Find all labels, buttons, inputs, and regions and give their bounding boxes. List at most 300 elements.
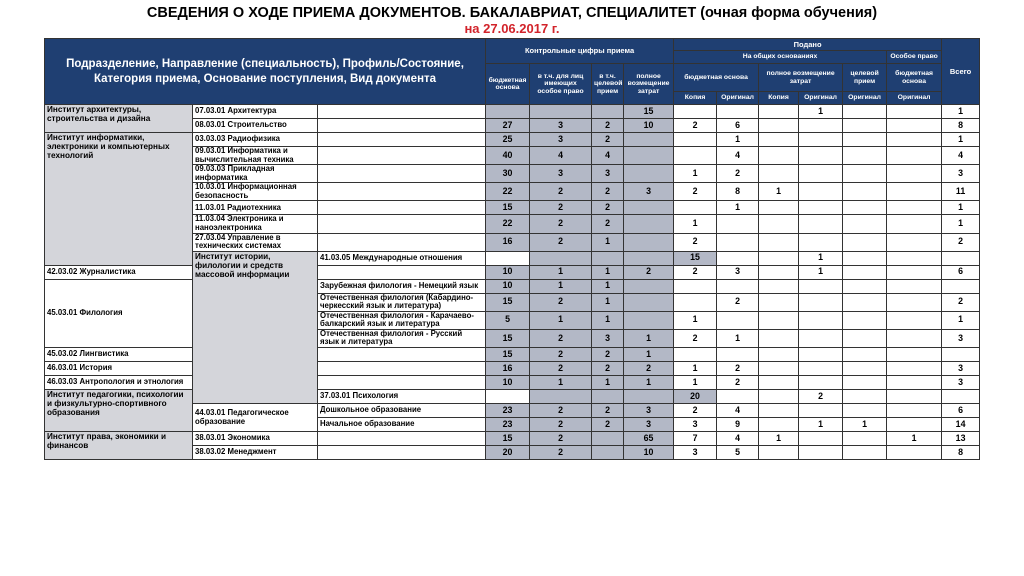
table-row [45, 348, 980, 362]
header-original: Оригинал [843, 92, 887, 105]
header-budget-base: бюджетная основа [674, 64, 759, 92]
value-cell: 10 [624, 119, 674, 133]
header-copy: Копия [674, 92, 717, 105]
value-cell: 1 [592, 233, 624, 251]
value-cell [843, 251, 887, 265]
direction-cell: 46.03.01 История [45, 362, 193, 376]
value-cell [843, 446, 887, 460]
direction-cell: 44.03.01 Педагогическое образование [193, 404, 318, 432]
value-cell: 1 [592, 311, 624, 329]
value-cell [887, 119, 942, 133]
value-cell [759, 390, 799, 404]
value-cell: 1 [674, 362, 717, 376]
profile-cell [318, 147, 486, 165]
value-cell: 2 [530, 329, 592, 347]
profile-cell [318, 133, 486, 147]
value-cell: 15 [486, 348, 530, 362]
value-cell: 3 [717, 265, 759, 279]
value-cell [799, 147, 843, 165]
value-cell [592, 390, 624, 404]
value-cell: 2 [592, 348, 624, 362]
total-cell: 1 [942, 311, 980, 329]
value-cell [887, 348, 942, 362]
value-cell [674, 348, 717, 362]
value-cell: 1 [530, 376, 592, 390]
value-cell: 20 [486, 446, 530, 460]
value-cell: 1 [717, 201, 759, 215]
direction-cell: 41.03.05 Международные отношения [318, 251, 486, 265]
value-cell [843, 201, 887, 215]
value-cell: 4 [717, 147, 759, 165]
value-cell: 2 [674, 183, 717, 201]
value-cell [843, 390, 887, 404]
value-cell [759, 329, 799, 347]
value-cell [717, 105, 759, 119]
direction-cell: 38.03.01 Экономика [193, 432, 318, 446]
value-cell: 1 [717, 133, 759, 147]
value-cell: 1 [592, 293, 624, 311]
header-original: Оригинал [887, 92, 942, 105]
profile-cell [318, 119, 486, 133]
profile-cell [318, 362, 486, 376]
value-cell [887, 446, 942, 460]
value-cell [799, 233, 843, 251]
value-cell: 1 [799, 265, 843, 279]
value-cell: 2 [674, 329, 717, 347]
value-cell [624, 311, 674, 329]
value-cell [887, 251, 942, 265]
value-cell: 5 [486, 311, 530, 329]
total-cell: 6 [942, 265, 980, 279]
value-cell: 3 [674, 446, 717, 460]
value-cell: 1 [799, 418, 843, 432]
value-cell: 2 [717, 362, 759, 376]
value-cell [799, 376, 843, 390]
value-cell [530, 390, 592, 404]
direction-cell: 42.03.02 Журналистика [45, 265, 193, 279]
value-cell [624, 215, 674, 233]
value-cell [799, 165, 843, 183]
value-cell: 3 [674, 418, 717, 432]
value-cell: 1 [674, 311, 717, 329]
value-cell: 2 [530, 201, 592, 215]
value-cell [843, 233, 887, 251]
header-full-cost: полное возмещение затрат [624, 64, 674, 105]
direction-cell: 45.03.01 Филология [45, 279, 193, 347]
profile-cell [318, 105, 486, 119]
profile-cell [318, 233, 486, 251]
total-cell: 1 [942, 133, 980, 147]
total-cell: 3 [942, 165, 980, 183]
table-row [45, 376, 980, 390]
value-cell [486, 105, 530, 119]
total-cell: 1 [942, 201, 980, 215]
value-cell [799, 348, 843, 362]
header-main: Подразделение, Направление (специальность), Профиль/Состояние, Категория приема, Основание поступления, Вид документа [45, 39, 486, 105]
value-cell: 2 [592, 201, 624, 215]
value-cell [843, 265, 887, 279]
value-cell [843, 432, 887, 446]
value-cell: 15 [486, 293, 530, 311]
total-cell: 3 [942, 362, 980, 376]
value-cell [887, 311, 942, 329]
value-cell: 4 [717, 404, 759, 418]
direction-cell: 45.03.02 Лингвистика [45, 348, 193, 362]
total-cell: 11 [942, 183, 980, 201]
value-cell: 2 [530, 432, 592, 446]
value-cell [624, 279, 674, 293]
value-cell: 3 [624, 404, 674, 418]
value-cell [887, 147, 942, 165]
value-cell [843, 183, 887, 201]
institute-cell: Институт истории, филологии и средств массовой информации [193, 251, 318, 403]
total-cell: 14 [942, 418, 980, 432]
value-cell [624, 165, 674, 183]
header-targeted: целевой прием [843, 64, 887, 92]
value-cell: 1 [530, 311, 592, 329]
value-cell: 2 [530, 362, 592, 376]
value-cell: 3 [530, 165, 592, 183]
direction-cell: 07.03.01 Архитектура [193, 105, 318, 119]
admissions-table [44, 38, 980, 460]
value-cell [624, 390, 674, 404]
value-cell [759, 404, 799, 418]
value-cell: 2 [624, 362, 674, 376]
direction-cell: 38.03.02 Менеджмент [193, 446, 318, 460]
value-cell [759, 348, 799, 362]
value-cell [887, 418, 942, 432]
value-cell: 1 [674, 215, 717, 233]
profile-cell [486, 251, 530, 265]
value-cell [799, 362, 843, 376]
value-cell: 1 [530, 265, 592, 279]
value-cell: 22 [486, 183, 530, 201]
profile-cell: Зарубежная филология - Немецкий язык [318, 279, 486, 293]
value-cell [759, 147, 799, 165]
value-cell [592, 105, 624, 119]
value-cell: 3 [592, 329, 624, 347]
table-row [45, 432, 980, 446]
table-row [45, 133, 980, 147]
value-cell [942, 251, 980, 265]
value-cell [759, 215, 799, 233]
value-cell: 2 [799, 390, 843, 404]
value-cell: 1 [624, 376, 674, 390]
value-cell: 1 [674, 376, 717, 390]
value-cell: 2 [530, 293, 592, 311]
header-total: Всего [942, 39, 980, 105]
value-cell [843, 165, 887, 183]
total-cell [942, 279, 980, 293]
value-cell [624, 233, 674, 251]
value-cell [624, 133, 674, 147]
value-cell [843, 362, 887, 376]
value-cell [799, 329, 843, 347]
total-cell: 13 [942, 432, 980, 446]
value-cell: 22 [486, 215, 530, 233]
value-cell [717, 251, 759, 265]
value-cell: 2 [717, 165, 759, 183]
value-cell: 1 [592, 376, 624, 390]
header-special: Особое право [887, 51, 942, 64]
value-cell [674, 133, 717, 147]
table-header [45, 39, 980, 105]
value-cell [799, 183, 843, 201]
value-cell [843, 348, 887, 362]
value-cell: 27 [486, 119, 530, 133]
value-cell: 2 [530, 183, 592, 201]
value-cell [942, 390, 980, 404]
value-cell: 1 [799, 105, 843, 119]
value-cell: 23 [486, 418, 530, 432]
table-row [45, 390, 980, 404]
value-cell: 25 [486, 133, 530, 147]
profile-cell: Начальное образование [318, 418, 486, 432]
value-cell: 10 [486, 279, 530, 293]
value-cell: 4 [592, 147, 624, 165]
value-cell: 16 [486, 233, 530, 251]
value-cell: 40 [486, 147, 530, 165]
value-cell [759, 376, 799, 390]
profile-cell [318, 165, 486, 183]
total-cell: 2 [942, 293, 980, 311]
value-cell [887, 233, 942, 251]
direction-cell: 09.03.01 Информатика и вычислительная техника [193, 147, 318, 165]
total-cell: 3 [942, 329, 980, 347]
value-cell [759, 105, 799, 119]
value-cell [799, 293, 843, 311]
value-cell [759, 233, 799, 251]
value-cell: 23 [486, 404, 530, 418]
profile-cell [318, 201, 486, 215]
value-cell [843, 404, 887, 418]
header-original: Оригинал [799, 92, 843, 105]
header-general: На общих основаниях [674, 51, 887, 64]
institute-cell: Институт права, экономики и финансов [45, 432, 193, 460]
value-cell [759, 446, 799, 460]
value-cell: 4 [717, 432, 759, 446]
direction-cell: 11.03.01 Радиотехника [193, 201, 318, 215]
value-cell: 10 [486, 265, 530, 279]
value-cell: 3 [624, 183, 674, 201]
value-cell [674, 147, 717, 165]
profile-cell [318, 446, 486, 460]
profile-cell [318, 348, 486, 362]
value-cell: 5 [717, 446, 759, 460]
value-cell: 15 [486, 201, 530, 215]
header-control: Контрольные цифры приема [486, 39, 674, 64]
value-cell: 1 [759, 183, 799, 201]
value-cell: 1 [843, 418, 887, 432]
value-cell: 2 [592, 215, 624, 233]
profile-cell: Отечественная филология (Кабардино-черкесский язык и литература) [318, 293, 486, 311]
table-row [45, 265, 980, 279]
value-cell: 2 [717, 293, 759, 311]
direction-cell: 46.03.03 Антропология и этнология [45, 376, 193, 390]
value-cell [624, 251, 674, 265]
value-cell [799, 279, 843, 293]
value-cell [887, 201, 942, 215]
table-row [45, 105, 980, 119]
value-cell [887, 183, 942, 201]
total-cell: 1 [942, 105, 980, 119]
header-special-right: в т.ч. для лиц имеющих особое право [530, 64, 592, 105]
value-cell [887, 376, 942, 390]
value-cell [887, 390, 942, 404]
direction-cell: 37.03.01 Психология [318, 390, 486, 404]
value-cell: 15 [624, 105, 674, 119]
value-cell: 1 [887, 432, 942, 446]
table-row [45, 362, 980, 376]
value-cell: 2 [530, 404, 592, 418]
value-cell [799, 432, 843, 446]
value-cell: 2 [674, 119, 717, 133]
value-cell [674, 293, 717, 311]
value-cell [887, 105, 942, 119]
value-cell [759, 362, 799, 376]
value-cell [759, 119, 799, 133]
value-cell [759, 201, 799, 215]
value-cell: 3 [592, 165, 624, 183]
value-cell [759, 251, 799, 265]
value-cell: 7 [674, 432, 717, 446]
profile-cell: Отечественная филология - Карачаево-балкарский язык и литература [318, 311, 486, 329]
total-cell [942, 348, 980, 362]
direction-cell: 11.03.04 Электроника и наноэлектроника [193, 215, 318, 233]
value-cell [799, 201, 843, 215]
value-cell [624, 293, 674, 311]
value-cell [717, 233, 759, 251]
institute-cell: Институт педагогики, психологии и физкультурно-спортивного образования [45, 390, 193, 432]
profile-cell [318, 432, 486, 446]
value-cell: 65 [624, 432, 674, 446]
value-cell: 1 [799, 251, 843, 265]
value-cell [799, 404, 843, 418]
total-cell: 8 [942, 446, 980, 460]
value-cell: 8 [717, 183, 759, 201]
institute-cell: Институт информатики, электроники и компьютерных технологий [45, 133, 193, 266]
value-cell [674, 279, 717, 293]
value-cell [843, 147, 887, 165]
total-cell: 1 [942, 215, 980, 233]
value-cell: 10 [486, 376, 530, 390]
value-cell [799, 311, 843, 329]
direction-cell: 08.03.01 Строительство [193, 119, 318, 133]
value-cell [592, 251, 624, 265]
value-cell: 20 [674, 390, 717, 404]
value-cell [843, 329, 887, 347]
value-cell: 4 [530, 147, 592, 165]
header-targeted-incl: в т.ч. целевой прием [592, 64, 624, 105]
report-date: на 27.06.2017 г. [464, 21, 560, 36]
profile-cell [318, 183, 486, 201]
value-cell [530, 105, 592, 119]
value-cell [717, 311, 759, 329]
value-cell: 2 [624, 265, 674, 279]
direction-cell: 03.03.03 Радиофизика [193, 133, 318, 147]
value-cell: 2 [530, 446, 592, 460]
value-cell [887, 265, 942, 279]
value-cell: 1 [592, 279, 624, 293]
value-cell: 2 [530, 418, 592, 432]
profile-cell: Дошкольное образование [318, 404, 486, 418]
value-cell [887, 362, 942, 376]
direction-cell: 09.03.03 Прикладная информатика [193, 165, 318, 183]
value-cell [674, 201, 717, 215]
value-cell [759, 133, 799, 147]
value-cell: 15 [674, 251, 717, 265]
value-cell: 1 [717, 329, 759, 347]
value-cell [759, 293, 799, 311]
value-cell: 3 [624, 418, 674, 432]
value-cell [592, 432, 624, 446]
value-cell [843, 105, 887, 119]
value-cell [799, 215, 843, 233]
value-cell [843, 279, 887, 293]
value-cell [887, 404, 942, 418]
value-cell [530, 251, 592, 265]
value-cell: 9 [717, 418, 759, 432]
value-cell [799, 119, 843, 133]
value-cell: 2 [674, 233, 717, 251]
value-cell: 16 [486, 362, 530, 376]
value-cell: 1 [624, 329, 674, 347]
value-cell: 2 [530, 233, 592, 251]
value-cell: 15 [486, 432, 530, 446]
value-cell: 6 [717, 119, 759, 133]
value-cell [843, 311, 887, 329]
profile-cell [318, 215, 486, 233]
value-cell [624, 201, 674, 215]
value-cell [887, 133, 942, 147]
value-cell: 2 [592, 133, 624, 147]
value-cell: 2 [592, 418, 624, 432]
value-cell [592, 446, 624, 460]
total-cell: 2 [942, 233, 980, 251]
total-cell: 6 [942, 404, 980, 418]
value-cell: 2 [674, 265, 717, 279]
value-cell [759, 418, 799, 432]
value-cell [759, 279, 799, 293]
value-cell: 2 [530, 348, 592, 362]
value-cell: 1 [592, 265, 624, 279]
value-cell [799, 446, 843, 460]
table-body [45, 105, 980, 460]
header-budget: бюджетная основа [486, 64, 530, 105]
value-cell [624, 147, 674, 165]
value-cell: 2 [717, 376, 759, 390]
value-cell [843, 133, 887, 147]
value-cell [887, 215, 942, 233]
value-cell [887, 279, 942, 293]
value-cell [887, 293, 942, 311]
profile-cell [486, 390, 530, 404]
value-cell [843, 215, 887, 233]
header-copy: Копия [759, 92, 799, 105]
direction-cell: 27.03.04 Управление в технических системах [193, 233, 318, 251]
header-special-budget: бюджетная основа [887, 64, 942, 92]
value-cell: 1 [530, 279, 592, 293]
value-cell: 2 [592, 362, 624, 376]
value-cell: 3 [530, 119, 592, 133]
value-cell: 3 [530, 133, 592, 147]
value-cell: 2 [592, 404, 624, 418]
value-cell [717, 215, 759, 233]
value-cell: 10 [624, 446, 674, 460]
profile-cell [318, 265, 486, 279]
value-cell: 2 [674, 404, 717, 418]
header-original: Оригинал [717, 92, 759, 105]
